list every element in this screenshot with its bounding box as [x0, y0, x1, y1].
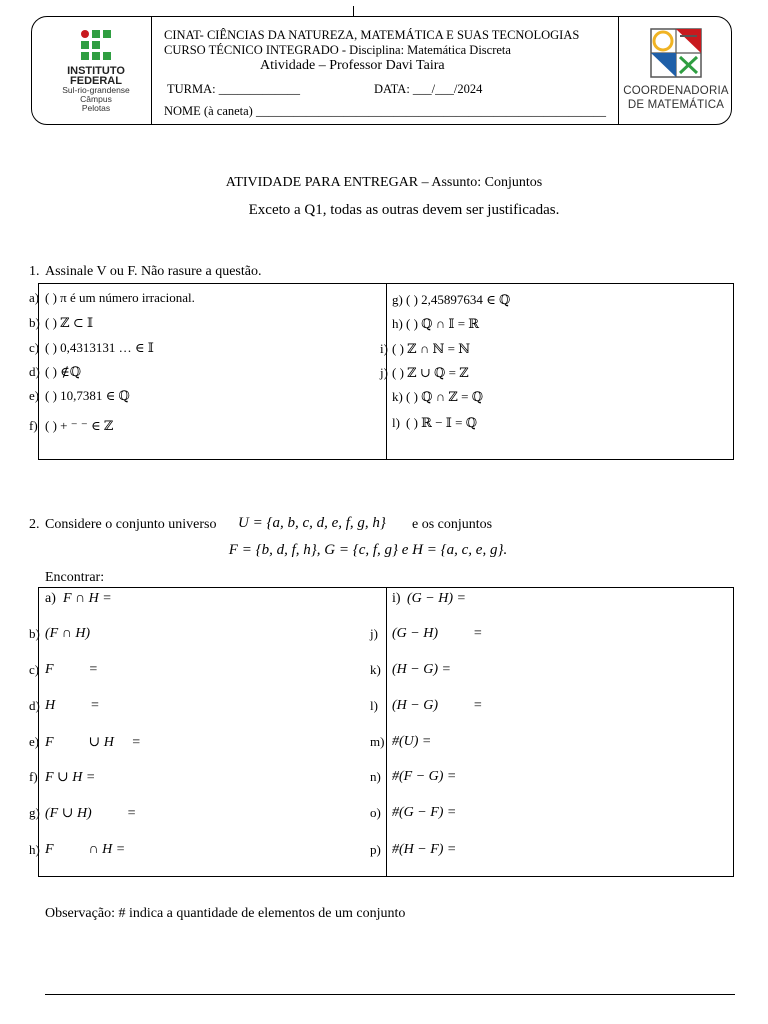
q1-item-label: i)	[380, 341, 388, 356]
q1-item-text[interactable]: ( ) ℝ − 𝕀 = ℚ	[406, 415, 478, 430]
q2-item-expr[interactable]: (G − H) =	[392, 626, 483, 641]
q1-item-text[interactable]: ( ) + ⁻ ⁻ ∈ ℤ	[45, 418, 114, 433]
cm-logo-mark	[650, 28, 702, 78]
q1-item-label: d)	[29, 364, 40, 379]
if-logo-mark	[81, 30, 111, 64]
nome-field[interactable]: NOME (à caneta) ________________________________________________________	[164, 104, 606, 118]
q1-item-text[interactable]: ( ) ℚ ∩ ℤ = ℚ	[406, 389, 484, 404]
q2-item-expr[interactable]: (F ∪ H) =	[45, 806, 137, 821]
q2-item-label: e)	[29, 734, 40, 749]
q1-item-text[interactable]: ( ) ∉ℚ	[45, 364, 82, 379]
q2-item-label: n)	[370, 769, 381, 784]
q1-item-text[interactable]: ( ) 2,45897634 ∈ ℚ	[406, 292, 511, 307]
q2-item-label: m)	[370, 734, 385, 749]
header-divider-left	[151, 17, 152, 125]
activity-subtitle: Exceto a Q1, todas as outras devem ser justificadas.	[248, 202, 560, 218]
q1-item-text[interactable]: ( ) ℚ ∩ 𝕀 = ℝ	[406, 316, 480, 331]
q1-item-label: h)	[392, 316, 403, 331]
instituto-federal-logo	[56, 30, 136, 114]
if-logo-line1: INSTITUTO	[67, 65, 125, 77]
data-field[interactable]: DATA: ___/___/2024	[374, 82, 483, 96]
q1-item-label: j)	[380, 365, 388, 380]
q2-item-label: d)	[29, 698, 40, 713]
q2-item-label: f)	[29, 769, 38, 784]
activity-title: ATIVIDADE PARA ENTREGAR – Assunto: Conjuntos	[225, 175, 543, 190]
q1-item-label: f)	[29, 418, 38, 433]
q2-table-divider	[386, 587, 387, 877]
q2-item-label: l)	[370, 698, 378, 713]
q1-item-label: c)	[29, 340, 40, 355]
header-line2: CURSO TÉCNICO INTEGRADO - Disciplina: Matemática Discreta	[164, 43, 511, 57]
q1-item-text[interactable]: ( ) ℤ ∪ ℚ = ℤ	[392, 365, 469, 380]
q2-sets-definition: F = {b, d, f, h}, G = {c, f, g} e H = {a, c, e, g}.	[228, 542, 508, 558]
if-logo-line2: FEDERAL	[70, 75, 122, 87]
footer-rule	[45, 994, 735, 995]
q2-item-label: b)	[29, 626, 40, 641]
q2-prompt-suffix: e os conjuntos	[412, 517, 493, 532]
if-logo-line4: Câmpus	[80, 94, 112, 104]
turma-field[interactable]: TURMA: _____________	[167, 82, 300, 96]
q1-item-text[interactable]: ( ) 10,7381 ∈ ℚ	[45, 388, 130, 403]
q2-item-expr[interactable]: (H − G) =	[392, 698, 483, 713]
q1-item-text[interactable]: ( ) ℤ ∩ ℕ = ℕ	[392, 341, 471, 356]
q2-item-label: c)	[29, 662, 40, 677]
q2-prompt-prefix: Considere o conjunto universo	[45, 517, 217, 532]
q1-number: 1.	[29, 264, 40, 279]
q1-item-label: l)	[392, 415, 400, 430]
q2-universe-set: U = {a, b, c, d, e, f, g, h}	[238, 515, 386, 531]
if-logo-line3: Sul-rio-grandense	[62, 85, 130, 95]
observacao-note: Observação: # indica a quantidade de elementos de um conjunto	[45, 906, 406, 921]
q2-item-expr[interactable]: (F ∩ H)	[45, 626, 91, 641]
q2-item-label: a)	[45, 591, 56, 606]
q1-item-text[interactable]: ( ) π é um número irracional.	[45, 290, 195, 305]
q2-item-expr[interactable]: #(U) =	[392, 734, 432, 749]
q1-item-text[interactable]: ( ) 0,4313131 … ∈ 𝕀	[45, 340, 154, 355]
coordenadoria-matematica-logo	[622, 28, 730, 114]
cm-logo-line1: COORDENADORIA	[623, 85, 729, 97]
q2-item-expr[interactable]: H =	[45, 698, 100, 713]
q2-item-label: h)	[29, 842, 40, 857]
q2-item-expr[interactable]: F =	[45, 662, 98, 677]
q2-item-expr[interactable]: F ∪ H =	[45, 770, 96, 785]
q2-item-label: p)	[370, 842, 381, 857]
q2-item-expr[interactable]: #(G − F) =	[392, 805, 457, 820]
q2-encontrar: Encontrar:	[45, 570, 105, 585]
q2-item-expr[interactable]: F ∩ H =	[63, 591, 112, 606]
cm-logo-line2: DE MATEMÁTICA	[627, 99, 725, 111]
q1-item-label: b)	[29, 315, 40, 330]
q2-item-expr[interactable]: #(F − G) =	[392, 769, 457, 784]
header-line1: CINAT- CIÊNCIAS DA NATUREZA, MATEMÁTICA E SUAS TECNOLOGIAS	[164, 28, 580, 42]
q2-item-label: g)	[29, 805, 40, 820]
q1-item-label: k)	[392, 389, 403, 404]
q1-item-text[interactable]: ( ) ℤ ⊂ 𝕀	[45, 315, 94, 330]
header-line3: Atividade – Professor Davi Taira	[260, 58, 445, 73]
q2-item-label: o)	[370, 805, 381, 820]
q1-prompt: Assinale V ou F. Não rasure a questão.	[45, 264, 262, 279]
q1-item-label: e)	[29, 388, 40, 403]
q2-item-expr[interactable]: (H − G) =	[392, 662, 451, 677]
q2-item-expr[interactable]: F ∪ H =	[45, 735, 141, 750]
q2-item-expr[interactable]: (G − H) =	[407, 591, 466, 606]
q1-item-label: g)	[392, 292, 403, 307]
q2-number: 2.	[29, 517, 40, 532]
header-divider-right	[618, 17, 619, 125]
q1-item-label: a)	[29, 290, 40, 305]
if-logo-line5: Pelotas	[81, 103, 111, 113]
q2-item-expr[interactable]: #(H − F) =	[392, 842, 457, 857]
q2-item-expr[interactable]: F ∩ H =	[45, 842, 126, 857]
q2-item-label: k)	[370, 662, 381, 677]
q2-item-label: j)	[370, 626, 378, 641]
q2-item-label: i)	[392, 591, 401, 606]
